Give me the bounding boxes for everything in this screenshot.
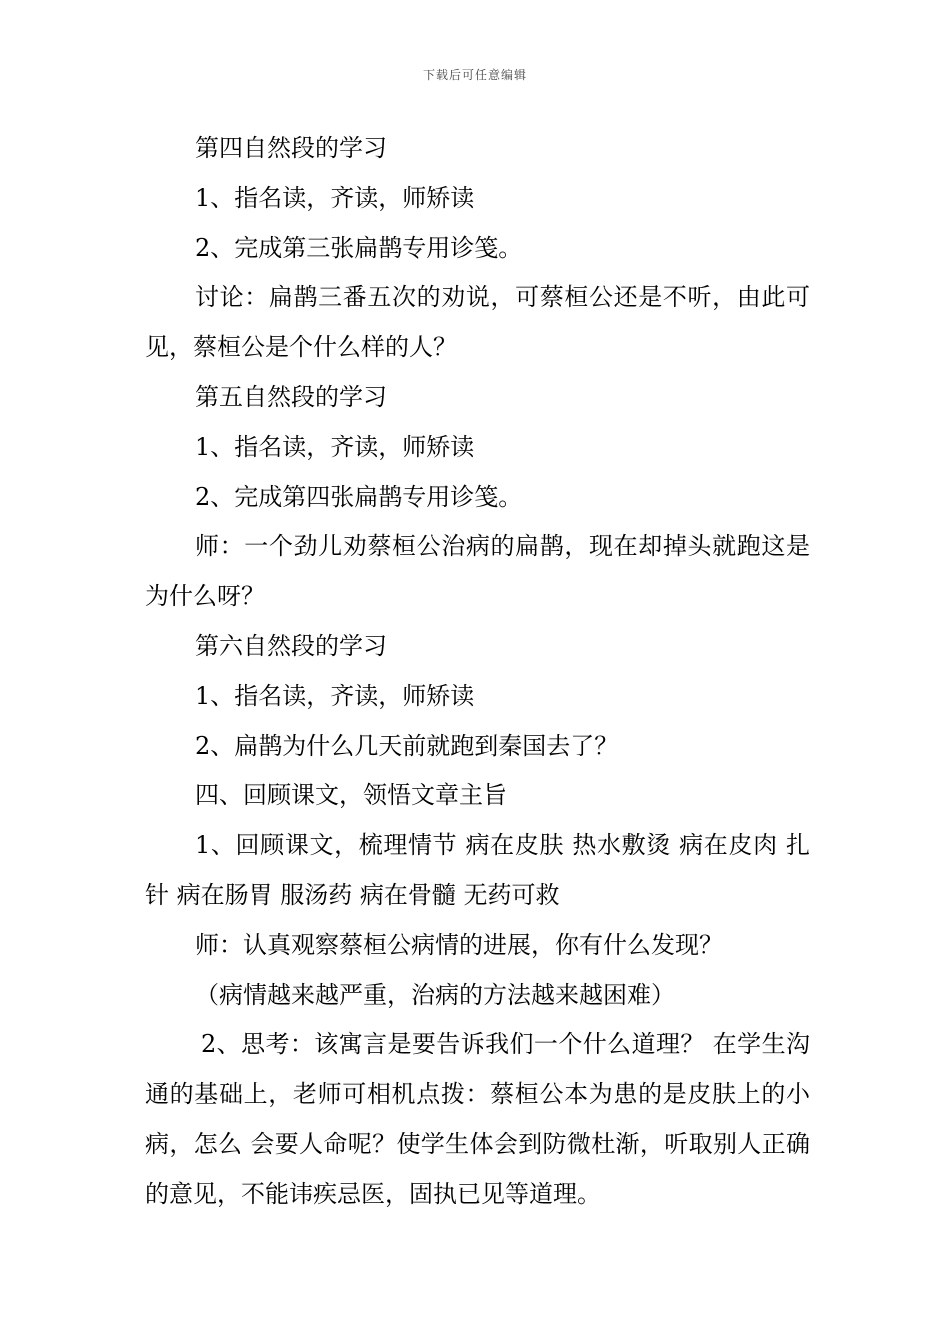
document-body [145, 124, 810, 1220]
paragraph: 1、指名读，齐读，师矫读 [195, 183, 475, 212]
paragraph: 1、指名读，齐读，师矫读 [195, 432, 475, 461]
page-header: 下载后可任意编辑 [422, 68, 527, 82]
paragraph: 2、思考：该寓言是要告诉我们一个什么道理？ 在学生沟通的基础上，老师可相机点拨：蔡桓公本为患的是皮肤上的小病，怎么 会要人命呢？使学生体会到防微杜渐，听取别人正确的意见，不能讳疾忌医，固执已见等道理。 [145, 1030, 810, 1208]
paragraph: 2、扁鹊为什么几天前就跑到秦国去了？ [195, 731, 619, 760]
paragraph: 2、完成第四张扁鹊专用诊笺。 [195, 482, 523, 511]
paragraph-heading: 第五自然段的学习 [195, 382, 387, 411]
paragraph-heading: 第四自然段的学习 [195, 134, 387, 162]
paragraph: 师：认真观察蔡桓公病情的进展，你有什么发现？ [195, 930, 723, 959]
paragraph-heading: 第六自然段的学习 [195, 631, 387, 660]
paragraph: 2、完成第三张扁鹊专用诊笺。 [195, 233, 523, 262]
paragraph-heading: 四、回顾课文，领悟文章主旨 [195, 781, 507, 810]
paragraph: （病情越来越严重，治病的方法越来越困难） [195, 980, 675, 1009]
paragraph: 师：一个劲儿劝蔡桓公治病的扁鹊，现在却掉头就跑这是为什么呀？ [145, 532, 810, 611]
paragraph: 1、回顾课文，梳理情节 病在皮肤 热水敷烫 病在皮肉 扎针 病在肠胃 服汤药 病在骨髓 无药可救 [145, 831, 810, 909]
paragraph: 1、指名读，齐读，师矫读 [195, 681, 475, 710]
paragraph: 讨论：扁鹊三番五次的劝说，可蔡桓公还是不听，由此可见，蔡桓公是个什么样的人？ [145, 283, 810, 362]
